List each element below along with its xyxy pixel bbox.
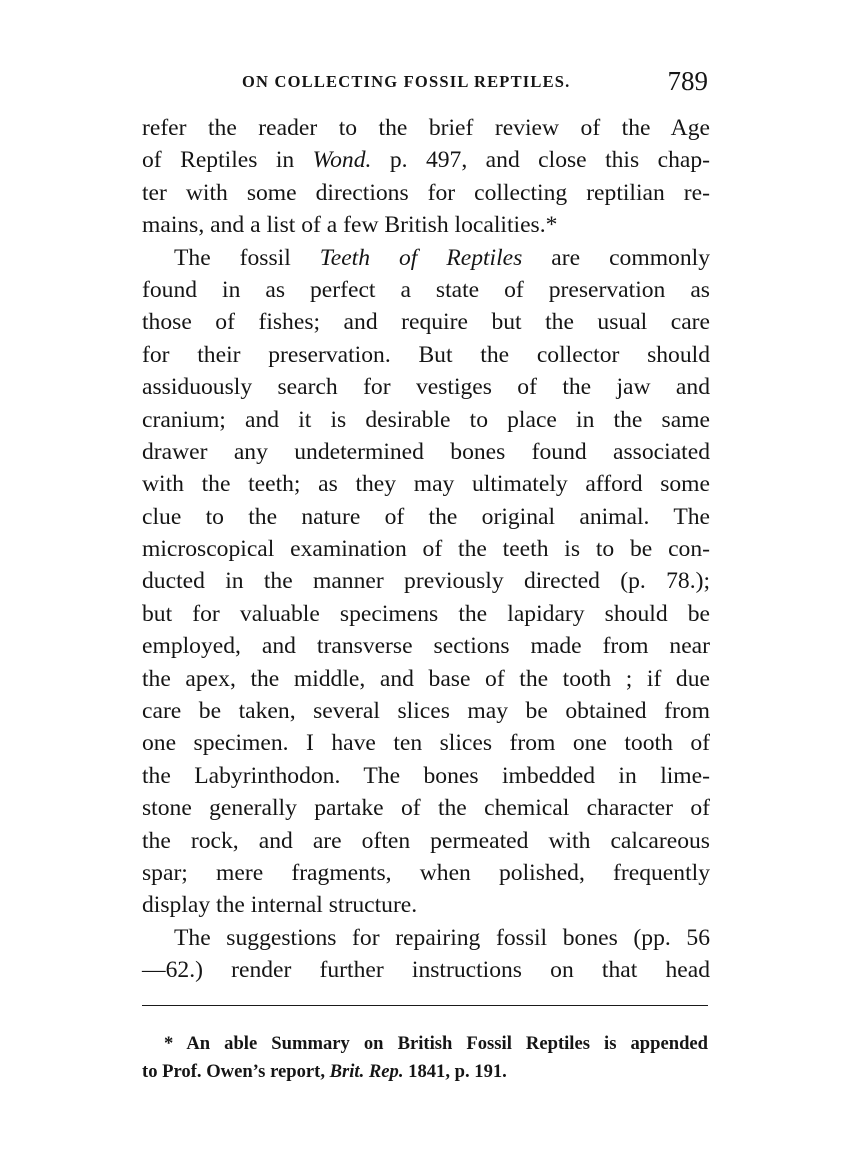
body-line: one specimen. I have ten slices from one tooth of <box>142 730 710 757</box>
footnote-text: 1841, p. 191. <box>403 1061 507 1082</box>
body-line: mains, and a list of a few British localities.* <box>142 212 558 239</box>
body-line-text: p. 497, and close this chap- <box>371 147 710 174</box>
body-line-text: The fossil <box>174 244 320 271</box>
running-head <box>142 66 710 100</box>
body-line: with the teeth; as they may ultimately afford some <box>142 471 710 498</box>
body-line: stone generally partake of the chemical character of <box>142 795 710 822</box>
footnote-line <box>142 1058 708 1086</box>
footnote-text: to Prof. Owen’s report, <box>142 1061 330 1082</box>
body-line: The suggestions for repairing fossil bones (pp. 56 <box>174 924 710 951</box>
body-line: drawer any undetermined bones found associated <box>142 438 710 465</box>
page-number: 789 <box>667 66 708 96</box>
footnote <box>142 1030 708 1086</box>
body-line: cranium; and it is desirable to place in the same <box>142 406 710 433</box>
body-line: for their preservation. But the collector should <box>142 341 710 368</box>
body-line-text: of Reptiles in <box>142 147 313 174</box>
body-line: ducted in the manner previously directed (p. 78.); <box>142 568 710 595</box>
body-line: those of fishes; and require but the usual care <box>142 309 710 336</box>
body-line <box>142 242 710 274</box>
body-line: assiduously search for vestiges of the jaw and <box>142 374 710 401</box>
body-line: refer the reader to the brief review of the Age <box>142 115 710 141</box>
body-line: the apex, the middle, and base of the tooth ; if due <box>142 665 710 692</box>
body-line-text: are commonly <box>522 244 710 271</box>
body-line <box>142 144 710 176</box>
body-line: the Labyrinthodon. The bones imbedded in lime- <box>142 762 710 789</box>
body-line: spar; mere fragments, when polished, frequently <box>142 859 710 886</box>
body-line: but for valuable specimens the lapidary should be <box>142 600 710 627</box>
body-line: microscopical examination of the teeth is to be con- <box>142 536 710 563</box>
body-line: —62.) render further instructions on that head <box>142 957 710 984</box>
italic-title: Wond. <box>312 147 372 174</box>
body-line: found in as perfect a state of preservation as <box>142 276 710 303</box>
body-line: display the internal structure. <box>142 892 418 919</box>
body-line: clue to the nature of the original animal. The <box>142 503 710 530</box>
body-text <box>142 112 710 987</box>
body-line: care be taken, several slices may be obtained from <box>142 698 710 725</box>
body-line: the rock, and are often permeated with calcareous <box>142 827 710 854</box>
footnote-line: * An able Summary on British Fossil Reptiles is appended <box>164 1033 708 1054</box>
italic-citation: Brit. Rep. <box>329 1061 404 1082</box>
body-line: employed, and transverse sections made from near <box>142 633 710 660</box>
footnote-divider <box>142 1005 708 1006</box>
body-line: ter with some directions for collecting reptilian re- <box>142 179 710 206</box>
running-title: ON COLLECTING FOSSIL REPTILES. <box>242 72 571 91</box>
italic-phrase: Teeth of Reptiles <box>319 244 523 271</box>
